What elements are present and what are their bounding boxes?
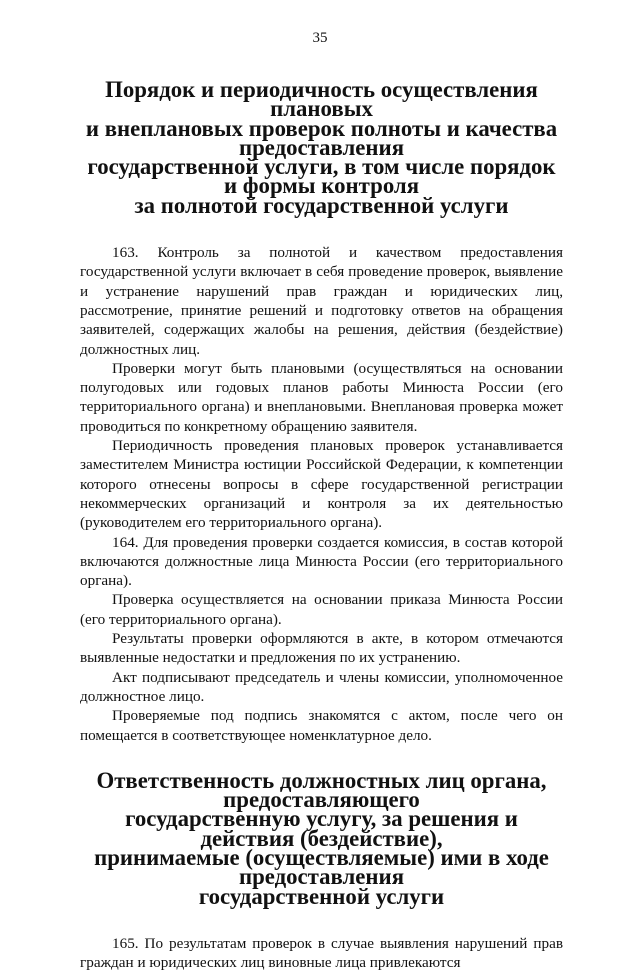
heading-line: Ответственность должностных лиц органа, предоставляющего — [96, 767, 547, 813]
paragraph: Проверки могут быть плановыми (осуществляться на основании полугодовых или годовых планов работы Минюста России (его территориального органа) и внеплановыми. Внеплановая проверка может проводиться по конкретному обращению заявителя. — [80, 359, 563, 435]
heading-line: и внеплановых проверок полноты и качества предоставления — [85, 115, 558, 160]
paragraph-164: 164. Для проведения проверки создается комиссия, в состав которой включаются должностные лица Минюста России (его территориального органа). — [80, 533, 563, 590]
page-number: 35 — [312, 30, 328, 46]
paragraph: Проверка осуществляется на основании приказа Минюста России (его территориального органа). — [80, 591, 563, 628]
heading-line: принимаемые (осуществляемые) ими в ходе предоставления — [94, 844, 549, 890]
paragraph: Периодичность проведения плановых проверок устанавливается заместителем Министра юстиции Российской Федерации, к компетенции которого отнесены вопросы в сфере государственной регистрации некоммерческих организаций и контроля за их деятельностью (руководителем его территориального органа). — [80, 437, 563, 532]
paragraph-165: 165. По результатам проверок в случае выявления нарушений прав граждан и юридических лиц виновные лица привлекаются — [80, 934, 563, 972]
paragraph-163: 163. Контроль за полнотой и качеством предоставления государственной услуги включает в себя проведение проверок, выявление и устранение нарушений прав граждан и юридических лиц, рассмотрение, принятие решений и подготовку ответов на обращения заявителей, содержащих жалобы на решения, действия (бездействие) должностных лиц. — [80, 244, 563, 358]
heading-line: за полнотой государственной услуги — [134, 192, 509, 218]
heading-line: государственной услуги, в том числе порядок и формы контроля — [87, 154, 556, 199]
paragraph: Результаты проверки оформляются в акте, в котором отмечаются выявленные недостатки и предложения по их устранению. — [80, 630, 563, 667]
section-heading-control — [80, 77, 563, 218]
section-heading-responsibility — [80, 767, 563, 909]
paragraph: Проверяемые под подпись знакомятся с актом, после чего он помещается в соответствующее номенклатурное дело. — [80, 707, 563, 744]
heading-line: Порядок и периодичность осуществления плановых — [105, 77, 538, 122]
page-content — [80, 77, 563, 972]
heading-line: государственную услугу, за решения и действия (бездействие), — [125, 806, 518, 851]
paragraph: Акт подписывают председатель и члены комиссии, уполномоченное должностное лицо. — [80, 668, 563, 705]
heading-line: государственной услуги — [198, 883, 445, 909]
